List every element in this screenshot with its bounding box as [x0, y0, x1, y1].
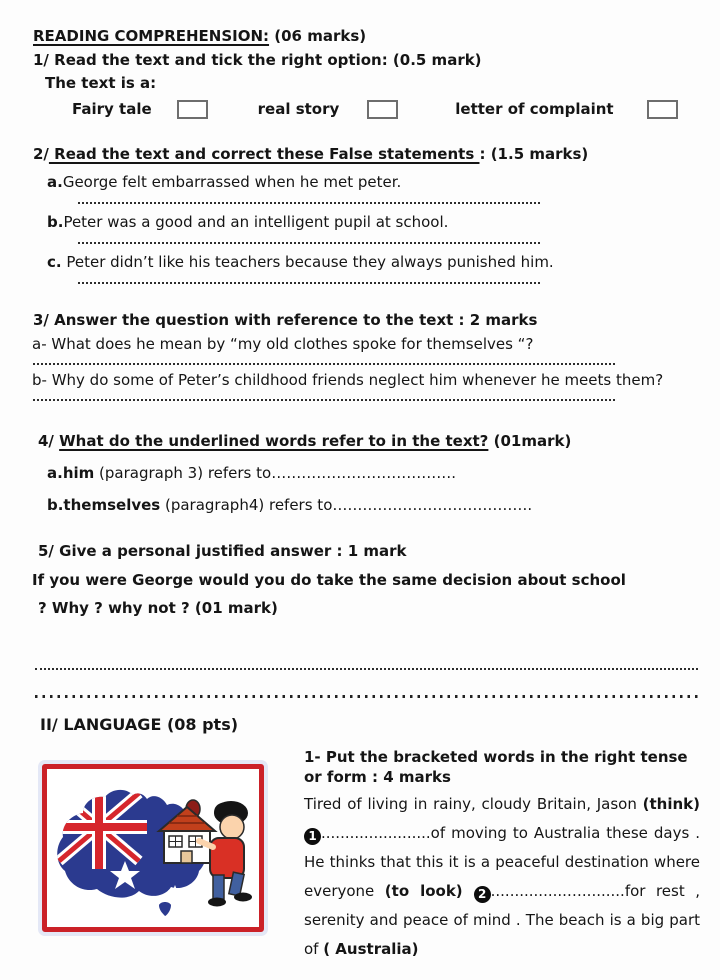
answer-line: [33, 399, 615, 401]
q2-item-a-text: George felt embarrassed when he met peter.: [62, 173, 402, 191]
q1-heading: 1/ Read the text and tick the right option: (0.5 mark): [33, 51, 482, 69]
language-q1: [304, 747, 700, 964]
answer-line: [33, 363, 615, 365]
circled-number-icon: 2: [474, 886, 491, 903]
language-q1-heading-line1: 1- Put the bracketed words in the right tense: [304, 748, 688, 766]
circled-number-icon: 1: [304, 828, 321, 845]
q4-heading: [38, 431, 700, 451]
answer-line: [78, 202, 540, 204]
q2-heading: [33, 144, 700, 164]
q2-item-a: [47, 172, 700, 192]
checkbox-fairy-tale[interactable]: [177, 100, 208, 119]
q2-item-c: [47, 252, 700, 272]
q2-item-c-text: Peter didn’t like his teachers because they always punished him.: [61, 253, 554, 271]
q2-item-b-label: b.: [47, 213, 64, 231]
q5-question-line1: If you were George would you do take the same decision about school: [32, 571, 626, 589]
language-q1-paragraph: Tired of living in rainy, cloudy Britain, Jason (think) 1 .......................of moving to Australia these days . He thinks that this it is a peaceful destination where everyone (to look) 2 ................….........for rest , serenity and peace of mind . The beach is a big part of ( Australia): [304, 795, 700, 958]
q4-item-a-text: (paragraph 3) refers to: [94, 464, 272, 482]
answer-leader-dots: ………………………………….: [332, 496, 533, 514]
option-label-letter-of-complaint: letter of complaint: [455, 100, 614, 118]
q4-heading-marks: (01mark): [488, 432, 572, 450]
answer-line: [35, 695, 698, 698]
language-block: [33, 747, 700, 964]
australia-illustration: [42, 764, 264, 932]
checkbox-letter-of-complaint[interactable]: [647, 100, 678, 119]
q2-item-c-label: c.: [47, 253, 62, 271]
q1-options-row: [33, 98, 700, 120]
q3-heading: 3/ Answer the question with reference to the text : 2 marks: [33, 311, 538, 329]
reading-section-title: [33, 26, 700, 46]
union-jack: [51, 783, 147, 869]
q3-question-b: b- Why do some of Peter’s childhood friends neglect him whenever he meets them?: [32, 371, 664, 389]
q3-question-a: a- What does he mean by “my old clothes spoke for themselves “?: [32, 335, 534, 353]
q5-question-line2: ? Why ? why not ? (01 mark): [38, 599, 278, 617]
q2-item-b-text: Peter was a good and an intelligent pupil at school.: [63, 213, 449, 231]
australia-map-image: [47, 769, 259, 927]
q4-item-b-label: b.themselves: [47, 496, 161, 514]
reading-title: READING COMPREHENSION:: [33, 27, 270, 45]
language-section-title: II/ LANGUAGE (08 pts): [40, 715, 239, 734]
q2-number: 2/: [33, 145, 49, 163]
q4-item-b: [47, 495, 700, 515]
q2-item-a-label: a.: [47, 173, 63, 191]
q2-heading-marks: : (1.5 marks): [479, 145, 589, 163]
q5-heading: 5/ Give a personal justified answer : 1 mark: [38, 542, 407, 560]
q4-number: 4/: [38, 432, 60, 450]
q4-heading-underlined: What do the underlined words refer to in the text?: [59, 432, 489, 450]
answer-line: [35, 668, 698, 670]
answer-line: [78, 282, 540, 284]
q2-heading-underlined: Read the text and correct these False statements: [48, 145, 480, 163]
q1-prompt: The text is a:: [45, 74, 157, 92]
q2-item-b: [47, 212, 700, 232]
tasmania: [159, 902, 171, 916]
option-label-fairy-tale: Fairy tale: [72, 100, 152, 118]
reading-title-marks: (06 marks): [269, 27, 367, 45]
language-q1-heading-line2: or form : 4 marks: [304, 768, 451, 786]
q4-item-a-label: a.him: [47, 464, 95, 482]
q4-item-b-text: (paragraph4) refers to: [160, 496, 333, 514]
answer-leader-dots: ……………………………….: [271, 464, 456, 482]
answer-line: [78, 242, 540, 244]
option-label-real-story: real story: [257, 100, 340, 118]
checkbox-real-story[interactable]: [367, 100, 398, 119]
q4-item-a: [47, 463, 700, 483]
